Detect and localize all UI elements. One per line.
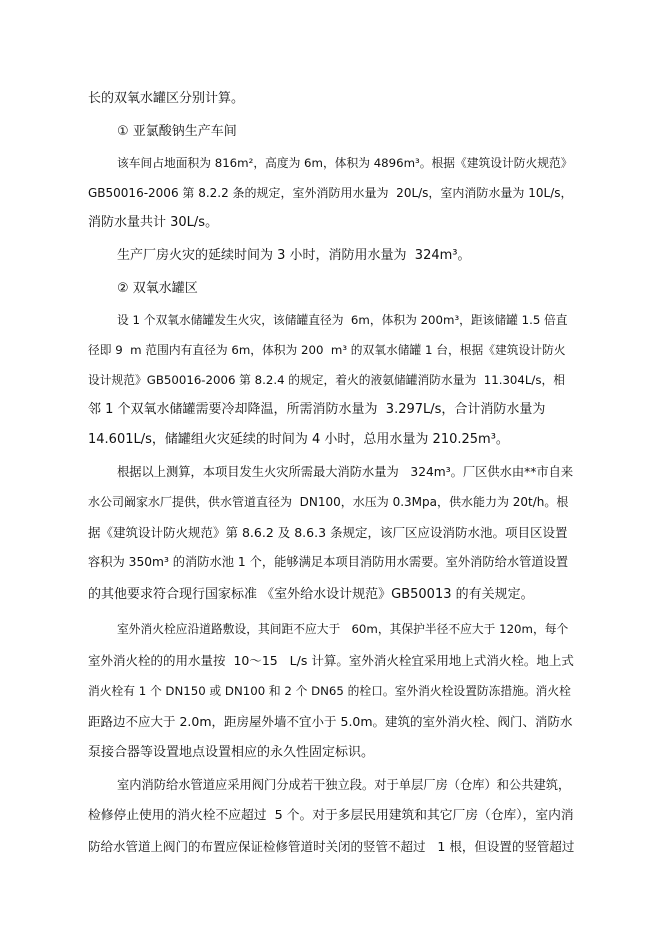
text-line: GB50016-2006 第 8.2.2 条的规定，室外消防用水量为 20L/s，室内消防水量为 10L/s， [88, 186, 573, 200]
text-line: 泵接合器等设置地点设置相应的永久性固定标识。 [88, 745, 375, 760]
text-line: 水公司阚家水厂提供，供水管道直径为 DN100，水压为 0.3Mpa，供水能力为 20t/h。根 [88, 495, 569, 509]
text-line: 设 1 个双氧水储罐发生火灾，该储罐直径为 6m，体积为 200m³，距该储罐 1.5 倍直 [117, 313, 568, 327]
text-line: 检修停止使用的消火栓不应超过 5 个。对于多层民用建筑和其它厂房（仓库），室内消 [88, 808, 574, 823]
text-line: 距路边不应大于 2.0m，距房屋外墙不宜小于 5.0m。建筑的室外消火栓、阀门、消防水 [88, 714, 573, 729]
text-line: 根据以上测算，本项目发生火灾所需最大消防水量为 324m³。厂区供水由**市自来 [117, 465, 574, 479]
text-line: 径即 9 m 范围内有直径为 6m，体积为 200 m³ 的双氧水储罐 1 台，根据《建筑设计防火 [88, 343, 566, 357]
subheading-line: ① 亚氯酸钠生产车间 [117, 124, 237, 139]
text-line: 室外消火栓应沿道路敷设，其间距不应大于 60m，其保护半径不应大于 120m，每个 [117, 622, 569, 636]
text-line: 据《建筑设计防火规范》第 8.6.2 及 8.6.3 条规定，该厂区应设消防水池。项目区设置 [88, 525, 568, 540]
text-line: 邻 1 个双氧水储罐需要冷却降温，所需消防水量为 3.297L/s，合计消防水量为 [88, 402, 546, 417]
text-line: 14.601L/s，储罐组火灾延续的时间为 4 小时，总用水量为 210.25m³。 [88, 432, 509, 447]
text-line: 生产厂房火灾的延续时间为 3 小时，消防用水量为 324m³。 [117, 248, 471, 263]
text-line: 长的双氧水罐区分别计算。 [88, 91, 245, 106]
text-line: 室外消火栓的的用水量按 10～15 L/s 计算。室外消火栓宜采用地上式消火栓。地上式 [88, 653, 574, 668]
text-line: 消火栓有 1 个 DN150 或 DN100 和 2 个 DN65 的栓口。室外消火栓设置防冻措施。消火栓 [88, 684, 571, 698]
text-line: 容积为 350m³ 的消防水池 1 个，能够满足本项目消防用水需要。室外消防给水管道设置 [88, 555, 569, 569]
text-line: 消防水量共计 30L/s。 [88, 215, 219, 230]
text-line: 设计规范》GB50016-2006 第 8.2.4 的规定，着火的液氨储罐消防水量为 11.304L/s，相 [88, 373, 565, 387]
text-line: 的其他要求符合现行国家标准 《室外给水设计规范》GB50013 的有关规定。 [88, 587, 534, 602]
text-line: 该车间占地面积为 816m²，高度为 6m，体积为 4896m³。根据《建筑设计防火规范》 [117, 156, 573, 170]
text-line: 室内消防给水管道应采用阀门分成若干独立段。对于单层厂房（仓库）和公共建筑， [117, 778, 571, 792]
text-line: 防给水管道上阀门的布置应保证检修管道时关闭的竖管不超过 1 根，但设置的竖管超过 [88, 839, 575, 854]
subheading-line: ② 双氧水罐区 [117, 281, 198, 296]
